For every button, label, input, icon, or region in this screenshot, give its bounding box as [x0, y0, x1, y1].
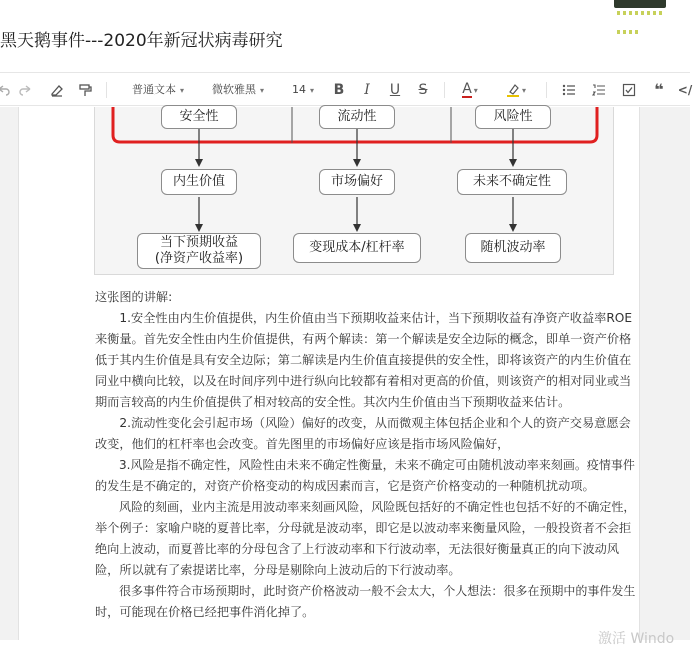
paragraph-line[interactable]: 2.流动性变化会引起市场（风险）偏好的改变，从而微观主体包括企业和个人的资产交易意愿会: [95, 416, 631, 430]
paragraph-line[interactable]: 期而言较高的内生价值提供了相对较高的安全性。其次内生价值由当下预期收益来估计。: [95, 395, 571, 409]
font-color-icon: A: [462, 81, 472, 97]
diagram-image[interactable]: [94, 107, 614, 275]
redo-icon[interactable]: [18, 73, 34, 107]
paragraph-line[interactable]: 绝向上波动，而夏普比率的分母包含了上行波动率和下行波动率，无法很好衡量真正的向下波动风: [95, 542, 620, 556]
paragraph-line[interactable]: 很多事件符合市场预期时，此时资产价格波动一般不会太大，个人想法：很多在预期中的事件发生: [95, 584, 636, 598]
status-indicator: [614, 0, 666, 8]
underline-button[interactable]: U: [389, 82, 401, 98]
ordered-list-icon[interactable]: [590, 73, 608, 107]
paragraph-line[interactable]: 来衡量。首先安全性由内生价值提供，有两个解读：第一个解读是安全边际的概念，即单一资产价格: [95, 332, 632, 346]
highlight-color-button[interactable]: [502, 73, 530, 107]
chevron-down-icon: ▾: [259, 86, 264, 95]
quote-icon: ❝: [654, 80, 664, 99]
paragraph-line[interactable]: 低于其内生价值是具有安全边际；第二解读是内生价值直接提供的安全性，即将该资产的内生价值在: [95, 353, 632, 367]
code-button[interactable]: </: [677, 83, 693, 97]
paragraph-style-value: 普通文本: [131, 83, 176, 96]
font-size-select[interactable]: [286, 73, 320, 107]
node-intrinsic-value: 内生价值: [161, 169, 237, 195]
document-title[interactable]: 黑天鹅事件---2020年新冠状病毒研究: [0, 31, 283, 51]
toolbar-divider: [444, 82, 445, 98]
clear-format-icon[interactable]: [48, 73, 66, 107]
node-market-preference: 市场偏好: [319, 169, 395, 195]
font-family-value: 微软雅黑: [211, 83, 256, 96]
chevron-down-icon: ▾: [521, 86, 526, 95]
node-expected-return: [137, 233, 261, 269]
paragraph-line[interactable]: 3.风险是指不确定性，风险性由未来不确定性衡量，未来不确定可由随机波动率来刻画。疫情事件: [95, 458, 635, 472]
font-size-value: 14: [291, 83, 306, 96]
strikethrough-button[interactable]: S: [418, 82, 428, 98]
font-color-button[interactable]: [456, 73, 484, 107]
paragraph-line[interactable]: 险，所以就有了索提诺比率，分母是剔除向上波动后的下行波动率。: [95, 563, 461, 577]
toolbar-divider: [546, 82, 547, 98]
bullet-list-icon[interactable]: [560, 73, 578, 107]
node-expected-return-line2: (净资产收益率): [154, 251, 244, 266]
activation-watermark: 激活 Windo: [598, 631, 675, 647]
paragraph-line[interactable]: 风险的刻画，业内主流是用波动率来刻画风险，风险既包括好的不确定性也包括不好的不确定性，: [95, 500, 636, 514]
checkbox-list-icon[interactable]: [620, 73, 638, 107]
undo-icon[interactable]: [0, 73, 10, 107]
chevron-down-icon: ▾: [473, 86, 478, 95]
node-liquidation-cost: 变现成本/杠杆率: [293, 233, 421, 263]
highlighter-icon: [506, 83, 520, 97]
chevron-down-icon: ▾: [309, 86, 314, 95]
font-family-select[interactable]: [203, 73, 273, 107]
format-painter-icon[interactable]: [76, 73, 94, 107]
paragraph-line[interactable]: 举个例子：家喻户晓的夏普比率，分母就是波动率，即它是以波动率来衡量风险，一般投资者不会拒: [95, 521, 632, 535]
toolbar-divider: [106, 82, 107, 98]
paragraph-line[interactable]: 同业中横向比较，以及在时间序列中进行纵向比较都有着相对更高的价值，则该资产的相对同业或当: [95, 374, 632, 388]
node-future-uncertainty: 未来不确定性: [457, 169, 567, 195]
paragraph-line[interactable]: 1.安全性由内生价值提供，内生价值由当下预期收益来估计，当下预期收益有净资产收益率ROE: [95, 311, 633, 325]
node-safety: 安全性: [161, 105, 237, 129]
bold-button[interactable]: B: [333, 82, 345, 98]
chevron-down-icon: ▾: [179, 86, 184, 95]
paragraph-line[interactable]: 的发生是不确定的，对资产价格变动的构成因素而言，它是资产价格变动的一种随机扰动项。: [95, 479, 595, 493]
paragraph-line[interactable]: 这张图的讲解:: [95, 290, 173, 304]
node-risk: 风险性: [475, 105, 551, 129]
title-bar: [0, 0, 690, 70]
paragraph-line[interactable]: 时，可能现在价格已经把事件消化掉了。: [95, 605, 315, 619]
italic-button[interactable]: I: [364, 82, 370, 98]
node-random-volatility: 随机波动率: [465, 233, 561, 263]
page-edge: [639, 107, 640, 640]
paragraph-style-select[interactable]: [120, 73, 196, 107]
node-expected-return-line1: 当下预期收益: [159, 235, 238, 250]
paragraph-line[interactable]: 改变，他们的杠杆率也会改变。首先图里的市场偏好应该是指市场风险偏好，: [95, 437, 510, 451]
quote-button[interactable]: [650, 73, 668, 107]
node-liquidity: 流动性: [319, 105, 395, 129]
formatting-toolbar: [0, 72, 693, 106]
